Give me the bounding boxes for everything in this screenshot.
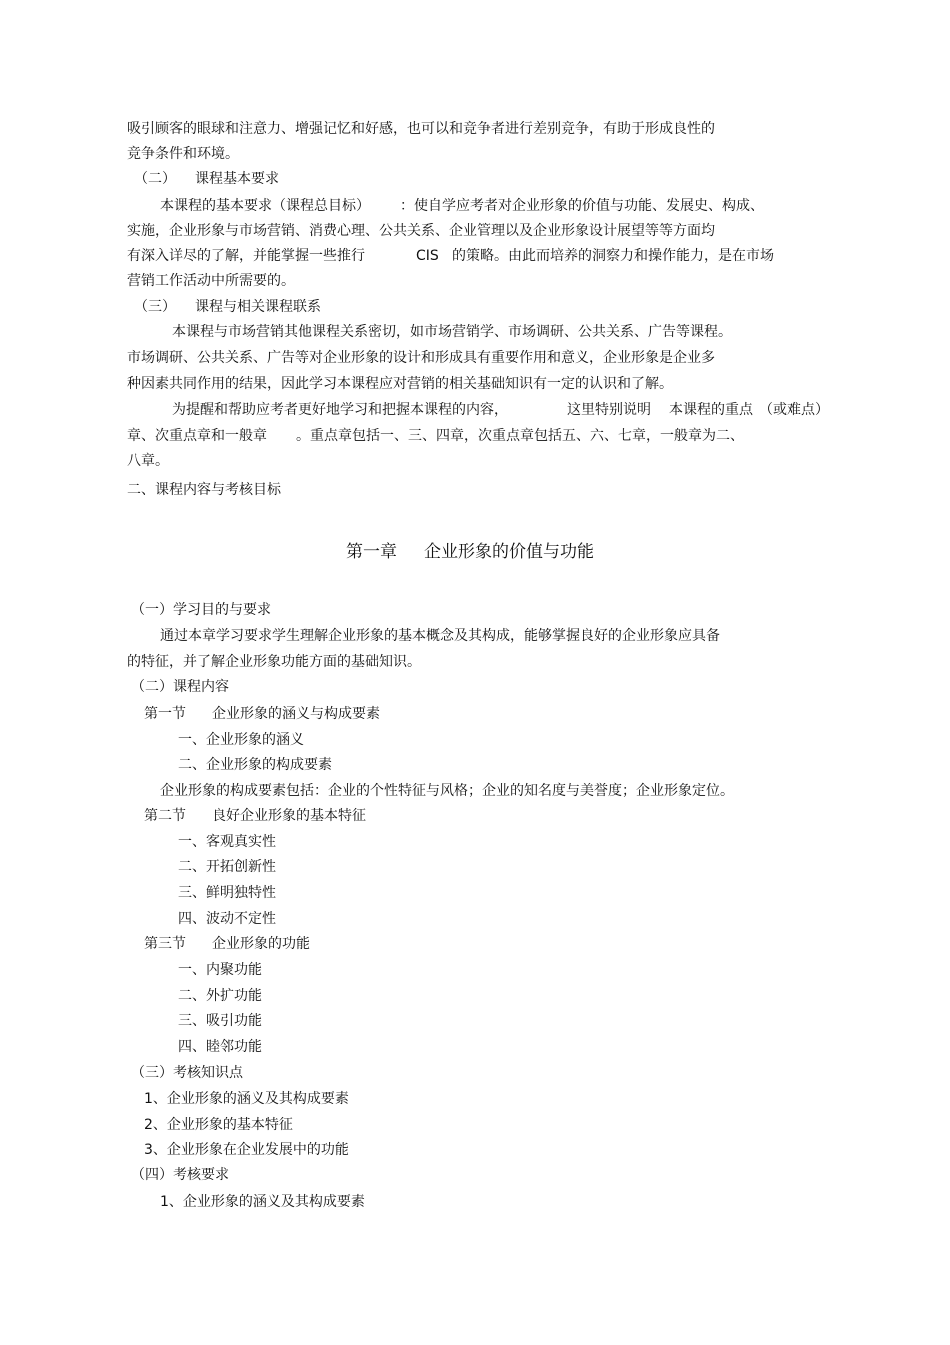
list-item: 2、企业形象的基本特征 — [144, 1117, 293, 1133]
paragraph-line: 竞争条件和环境。 — [127, 146, 239, 162]
subsection-title: 企业形象的功能 — [212, 936, 310, 952]
subsection-number: 第三节 — [144, 936, 186, 952]
list-item: 四、睦邻功能 — [178, 1039, 262, 1055]
list-item: 三、吸引功能 — [178, 1013, 262, 1029]
paragraph-line: 的策略。由此而培养的洞察力和操作能力，是在市场 — [452, 248, 774, 264]
paragraph-line: CIS — [416, 248, 439, 264]
paragraph-line: 本课程的重点 — [669, 402, 753, 418]
paragraph-line: （或难点） — [759, 402, 829, 418]
chapter-title: 企业形象的价值与功能 — [424, 542, 594, 562]
paragraph-line: 本课程与市场营销其他课程关系密切，如市场营销学、市场调研、公共关系、广告等课程。 — [172, 324, 732, 340]
list-item: 一、客观真实性 — [178, 834, 276, 850]
section-heading: （一）学习目的与要求 — [131, 602, 271, 618]
paragraph-line: 为提醒和帮助应考者更好地学习和把握本课程的内容， — [172, 402, 508, 418]
chapter-number: 第一章 — [346, 542, 397, 562]
paragraph-line: 吸引顾客的眼球和注意力、增强记忆和好感，也可以和竞争者进行差别竞争，有助于形成良性的 — [127, 121, 715, 137]
paragraph-line: 这里特别说明 — [567, 402, 651, 418]
section-number: （二） — [134, 171, 176, 187]
paragraph-line: 通过本章学习要求学生理解企业形象的基本概念及其构成，能够掌握良好的企业形象应具备 — [160, 628, 720, 644]
paragraph-line: 本课程的基本要求（课程总目标） — [160, 198, 370, 214]
list-item: 二、开拓创新性 — [178, 859, 276, 875]
list-item: 二、企业形象的构成要素 — [178, 757, 332, 773]
section-heading: 课程与相关课程联系 — [195, 299, 321, 315]
paragraph-line: 种因素共同作用的结果，因此学习本课程应对营销的相关基础知识有一定的认识和了解。 — [127, 376, 673, 392]
section-heading: （二）课程内容 — [131, 679, 229, 695]
part-heading: 二、课程内容与考核目标 — [127, 482, 281, 498]
section-heading: 课程基本要求 — [195, 171, 279, 187]
list-item: 四、波动不定性 — [178, 911, 276, 927]
paragraph-line: 营销工作活动中所需要的。 — [127, 273, 295, 289]
paragraph-line: 。重点章包括一、三、四章，次重点章包括五、六、七章，一般章为二、 — [296, 428, 744, 444]
list-item: 一、内聚功能 — [178, 962, 262, 978]
section-heading: （三）考核知识点 — [131, 1065, 243, 1081]
subsection-number: 第一节 — [144, 706, 186, 722]
list-item: 一、企业形象的涵义 — [178, 732, 304, 748]
paragraph-line: 有深入详尽的了解，并能掌握一些推行 — [127, 248, 365, 264]
paragraph-line: 实施，企业形象与市场营销、消费心理、公共关系、企业管理以及企业形象设计展望等等方面均 — [127, 223, 715, 239]
list-item: 3、企业形象在企业发展中的功能 — [144, 1142, 349, 1158]
list-item: 1、企业形象的涵义及其构成要素 — [144, 1091, 349, 1107]
paragraph-line: 企业形象的构成要素包括：企业的个性特征与风格；企业的知名度与美誉度；企业形象定位。 — [160, 783, 734, 799]
section-heading: （四）考核要求 — [131, 1167, 229, 1183]
paragraph-line: ：使自学应考者对企业形象的价值与功能、发展史、构成、 — [400, 198, 764, 214]
list-item: 二、外扩功能 — [178, 988, 262, 1004]
list-item: 1、企业形象的涵义及其构成要素 — [160, 1194, 365, 1210]
subsection-title: 良好企业形象的基本特征 — [212, 808, 366, 824]
subsection-title: 企业形象的涵义与构成要素 — [212, 706, 380, 722]
paragraph-line: 八章。 — [127, 453, 169, 469]
section-number: （三） — [134, 299, 176, 315]
paragraph-line: 章、次重点章和一般章 — [127, 428, 267, 444]
paragraph-line: 的特征，并了解企业形象功能方面的基础知识。 — [127, 654, 421, 670]
list-item: 三、鲜明独特性 — [178, 885, 276, 901]
subsection-number: 第二节 — [144, 808, 186, 824]
paragraph-line: 市场调研、公共关系、广告等对企业形象的设计和形成具有重要作用和意义，企业形象是企业多 — [127, 350, 715, 366]
